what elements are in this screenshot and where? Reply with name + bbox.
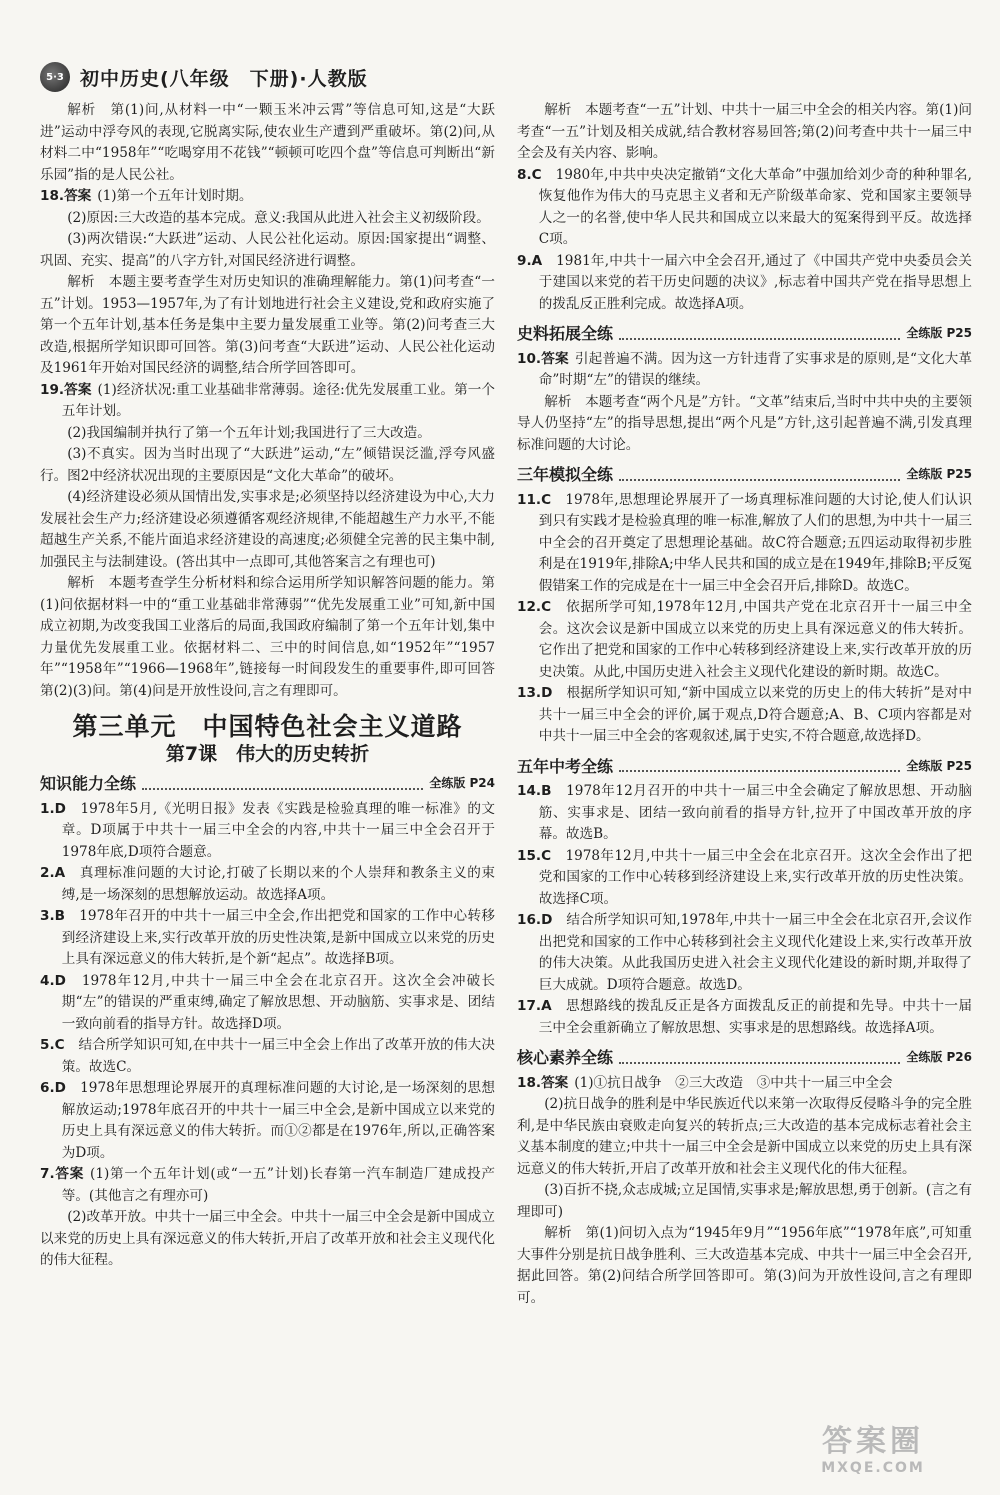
answer-item: 4.D 1978年12月,中共十一届三中全会在北京召开。这次全会冲破长期“左”的错误的严重束缚,确定了解放思想、开动脑筋、实事求是、团结一致向前看的指导方针。故选择D项。 <box>40 972 495 1032</box>
answer-18-part3: (3)两次错误:“大跃进”运动、人民公社化运动。原因:国家提出“调整、巩固、充实、提高”的八字方针,对国民经济进行调整。 <box>40 231 495 269</box>
answer-19-part2: (2)我国编制并执行了第一个五年计划;我国进行了三大改造。 <box>67 424 431 441</box>
section-header-mock: 三年模拟全练 全练版 P25 <box>517 465 972 484</box>
lesson-title: 第7课 伟大的历史转折 <box>165 742 370 765</box>
answer-7: 7.答案 (1)第一个五年计划(或“一五”计划)长春第一汽车制造厂建成投产等。(其他言之有理亦可) <box>40 1166 496 1204</box>
analysis-19: 解析 本题考查学生分析材料和综合运用所学知识解答问题的能力。第(1)问依据材料一中的“重工业基础非常薄弱”“优先发展重工业”可知,新中国成立初期,为改变我国工业落后的局面,我国政府编制了第一个五年计划,集中力量优先发展重工业。依据材料二、三中的时间信息,如“1952年”“1957年”“1958年”“1966—1968年”,链接每一时间段发生的重要事件,即可回答第(2)(3)问。第(4)问是开放性设问,言之有理即可。 <box>40 575 495 699</box>
answer-18b-part3: (3)百折不挠,众志成城;立足国情,实事求是;解放思想,勇于创新。(言之有理即可) <box>517 1182 972 1220</box>
answer-item: 5.C 结合所学知识可知,在中共十一届三中全会上作出了改革开放的伟大决策。故选C。 <box>40 1037 495 1075</box>
answer-10: 10.答案 引起普遍不满。因为这一方针违背了实事求是的原则,是“文化大革命”时期“左”的错误的继续。 <box>517 350 972 388</box>
answer-18-part2: (2)原因:三大改造的基本完成。意义:我国从此进入社会主义初级阶段。 <box>67 209 490 226</box>
page-title: 初中历史(八年级 下册)·人教版 <box>80 67 368 90</box>
unit-title: 第三单元 中国特色社会主义道路 <box>72 712 463 741</box>
answer-19-part3: (3)不真实。因为当时出现了“大跃进”运动,“左”倾错误泛滥,浮夸风盛行。图2中经济状况出现的主要原因是“文化大革命”的破坏。 <box>40 446 495 484</box>
answer-item: 13.D 根据所学知识可知,“新中国成立以来党的历史上的伟大转折”是对中共十一届三中全会的评价,属于观点,D符合题意;A、B、C项内容都是对中共十一届三中全会的客观叙述,属于史实,不符合题意,故选择D。 <box>517 685 973 744</box>
book-logo: 5·3 <box>40 62 70 92</box>
answer-19: 19.答案 (1)经济状况:重工业基础非常薄弱。途径:优先发展重工业。第一个五年计划。 <box>40 381 495 419</box>
answer-item: 15.C 1978年12月,中共十一届三中全会在北京召开。这次全会作出了把党和国家的工作中心转移到经济建设上来,实行改革开放的历史性决策。故选择C项。 <box>517 847 972 907</box>
answer-item: 9.A 1981年,中共十一届六中全会召开,通过了《中国共产党中央委员会关于建国以来党的若干历史问题的决议》,标志着中国共产党在指导思想上的拨乱反正胜利完成。故选择A项。 <box>517 252 972 312</box>
answer-18: 18.答案 (1)第一个五年计划时期。 <box>40 188 253 204</box>
answer-18b-part2: (2)抗日战争的胜利是中华民族近代以来第一次取得反侵略斗争的完全胜利,是中华民族由衰败走向复兴的转折点;三大改造的基本完成标志着社会主义基本制度的建立;中共十一届三中全会是新中国成立以来党的历史上具有深远意义的伟大转折,开启了改革开放和社会主义现代化的伟大征程。 <box>517 1096 972 1177</box>
answer-item: 17.A 思想路线的拨乱反正是各方面拨乱反正的前提和先导。中共十一届三中全会重新确立了解放思想、实事求是的思想路线。故选择A项。 <box>517 998 973 1036</box>
answer-item: 3.B 1978年召开的中共十一届三中全会,作出把党和国家的工作中心转移到经济建设上来,实行改革开放的历史性决策,是新中国成立以来党的历史上具有深远意义的伟大转折,是个新“起点”。故选择B项。 <box>40 908 495 967</box>
answer-item: 12.C 依据所学可知,1978年12月,中国共产党在北京召开十一届三中全会。这次会议是新中国成立以来党的历史上具有深远意义的伟大转折。它作出了把党和国家的工作中心转移到经济建设上来,实行改革开放的历史决策。从此,中国历史进入社会主义现代化建设的新时期。故选C。 <box>517 599 972 680</box>
section-header-sources: 史料拓展全练 全练版 P25 <box>517 324 972 343</box>
section-header-exam: 五年中考全练 全练版 P25 <box>517 756 972 776</box>
answer-item: 8.C 1980年,中共中央决定撤销“文化大革命”中强加给刘少奇的种种罪名,恢复他作为伟大的马克思主义者和无产阶级革命家、党和国家主要领导人之一的名誉,使中华人民共和国成立以来最大的冤案得到平反。故选择C项。 <box>517 166 972 247</box>
analysis-10: 解析 本题考查“两个凡是”方针。“文革”结束后,当时中共中央的主要领导人仍坚持“左”的指导思想,提出“两个凡是”方针,这引起普遍不满,引发真理标准问题的大讨论。 <box>517 393 972 453</box>
answer-item: 2.A 真理标准问题的大讨论,打破了长期以来的个人崇拜和教条主义的束缚,是一场深刻的思想解放运动。故选择A项。 <box>40 865 496 903</box>
answer-item: 16.D 结合所学知识可知,1978年,中共十一届三中全会在北京召开,会议作出把党和国家的工作中心转移到社会主义现代化建设上来,实行改革开放的伟大决策。从此我国历史进入社会主义现代化建设的新时期,并取得了巨大成就。D项符合题意。故选D。 <box>517 912 973 993</box>
analysis-18: 解析 本题主要考查学生对历史知识的准确理解能力。第(1)问考查“一五”计划。1953—1957年,为了有计划地进行社会主义建设,党和政府实施了第一个五年计划,基本任务是集中主要力量发展重工业等。第(2)问考查三大改造,根据所学知识即可回答。第(3)问考查“大跃进”运动、人民公社化运动及1961年开始对国民经济的调整,结合所学回答即可。 <box>40 274 495 376</box>
answer-7-part2: (2)改革开放。中共十一届三中全会。中共十一届三中全会是新中国成立以来党的历史上具有深远意义的伟大转折,开启了改革开放和社会主义现代化的伟大征程。 <box>40 1209 495 1268</box>
answer-item: 11.C 1978年,思想理论界展开了一场真理标准问题的大讨论,使人们认识到只有实践才是检验真理的唯一标准,解放了人们的思想,为中共十一届三中全会的召开奠定了思想理论基础。故C符合题意;五四运动取得初步胜利是在1919年,排除A;中华人民共和国的成立是在1949年,排除B;平反冤假错案工作的完成是在十一届三中全会召开后,排除D。故选C。 <box>517 491 972 594</box>
right-column <box>517 100 972 1309</box>
section-header-knowledge: 知识能力全练 全练版 P24 <box>40 774 495 793</box>
left-column <box>40 100 495 1272</box>
answer-item: 1.D 1978年5月,《光明日报》发表《实践是检验真理的唯一标准》的文章。D项属于中共十一届三中全会的内容,中共十一届三中全会召开于1978年底,D项符合题意。 <box>40 800 495 860</box>
answer-item: 14.B 1978年12月召开的中共十一届三中全会确定了解放思想、开动脑筋、实事求是、团结一致向前看的指导方针,拉开了中国改革开放的序幕。故选B。 <box>517 783 973 842</box>
section-header-core: 核心素养全练 全练版 P26 <box>517 1048 972 1067</box>
page-header <box>40 60 960 94</box>
answer-item: 6.D 1978年思想理论界展开的真理标准问题的大讨论,是一场深刻的思想解放运动;1978年底召开的中共十一届三中全会,是新中国成立以来党的历史上具有深远意义的伟大转折。而①②都是在1976年,所以,正确答案为D项。 <box>40 1080 495 1161</box>
answer-19-part4: (4)经济建设必须从国情出发,实事求是;必须坚持以经济建设为中心,大力发展社会生产力;经济建设必须遵循客观经济规律,不能超越生产力水平,不能超越生产关系,不能片面追求经济建设的高速度;必须健全完善的民主集中制,加强民主与法制建设。(答出其中一点即可,其他答案言之有理也可) <box>40 489 495 570</box>
analysis-7: 解析 本题考查“一五”计划、中共十一届三中全会的相关内容。第(1)问考查“一五”计划及相关成就,结合教材容易回答;第(2)问考查中共十一届三中全会及有关内容、影响。 <box>517 102 972 161</box>
watermark-logo: 答案圈 MXQE.COM <box>821 1424 925 1476</box>
analysis-18b: 解析 第(1)问切入点为“1945年9月”“1956年底”“1978年底”,可知重大事件分别是抗日战争胜利、三大改造基本完成、中共十一届三中全会召开,据此回答。第(2)问结合所学回答即可。第(3)问为开放性设问,言之有理即可。 <box>517 1225 972 1306</box>
answer-18b: 18.答案 (1)①抗日战争 ②三大改造 ③中共十一届三中全会 <box>517 1074 893 1091</box>
analysis-17: 解析 第(1)问,从材料一中“一颗玉米冲云霄”等信息可知,这是“大跃进”运动中浮夸风的表现,它脱离实际,使农业生产遭到严重破坏。第(2)问,从材料二中“1958年”“吃喝穿用不花钱”“顿顿可吃四个盘”等信息可判断出“新乐园”指的是人民公社。 <box>40 102 495 183</box>
